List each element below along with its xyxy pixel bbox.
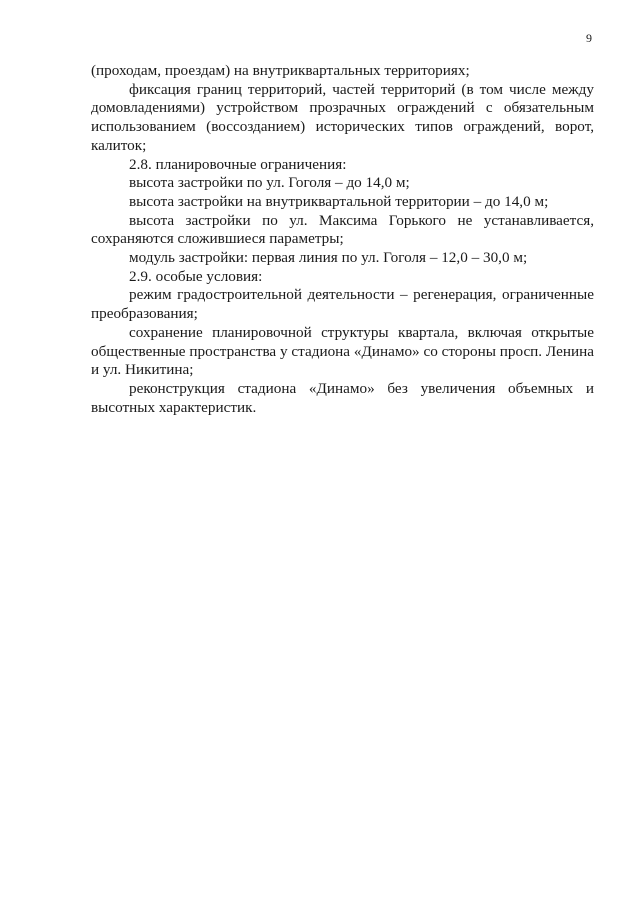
document-body <box>91 62 594 417</box>
page-number: 9 <box>586 31 592 45</box>
section-heading-2-8: 2.8. планировочные ограничения: <box>129 155 347 173</box>
paragraph-boundary-fixation: фиксация границ территорий, частей территорий (в том числе между домовладениями) устройством прозрачных ограждений с обязательным использованием (воссозданием) исторических типов ограждений, ворот, калиток; <box>91 80 594 154</box>
paragraph-planning-structure: сохранение планировочной структуры квартала, включая открытые общественные пространства у стадиона «Динамо» со стороны просп. Ленина и ул. Никитина; <box>91 323 594 379</box>
paragraph-height-inner-territory: высота застройки на внутриквартальной территории – до 14,0 м; <box>129 192 549 210</box>
paragraph-height-gorky-street: высота застройки по ул. Максима Горького не устанавливается, сохраняются сложившиеся параметры; <box>91 211 594 248</box>
section-heading-2-9: 2.9. особые условия: <box>129 267 263 285</box>
paragraph-building-module: модуль застройки: первая линия по ул. Гоголя – 12,0 – 30,0 м; <box>129 249 528 267</box>
paragraph-regeneration-mode: режим градостроительной деятельности – регенерация, ограниченные преобразования; <box>91 286 594 323</box>
paragraph-height-gogol-street: высота застройки по ул. Гоголя – до 14,0 м; <box>129 174 410 192</box>
paragraph-passages-continuation: (проходам, проездам) на внутриквартальных территориях; <box>91 62 470 79</box>
paragraph-dynamo-reconstruction: реконструкция стадиона «Динамо» без увеличения объемных и высотных характеристик. <box>91 379 594 416</box>
